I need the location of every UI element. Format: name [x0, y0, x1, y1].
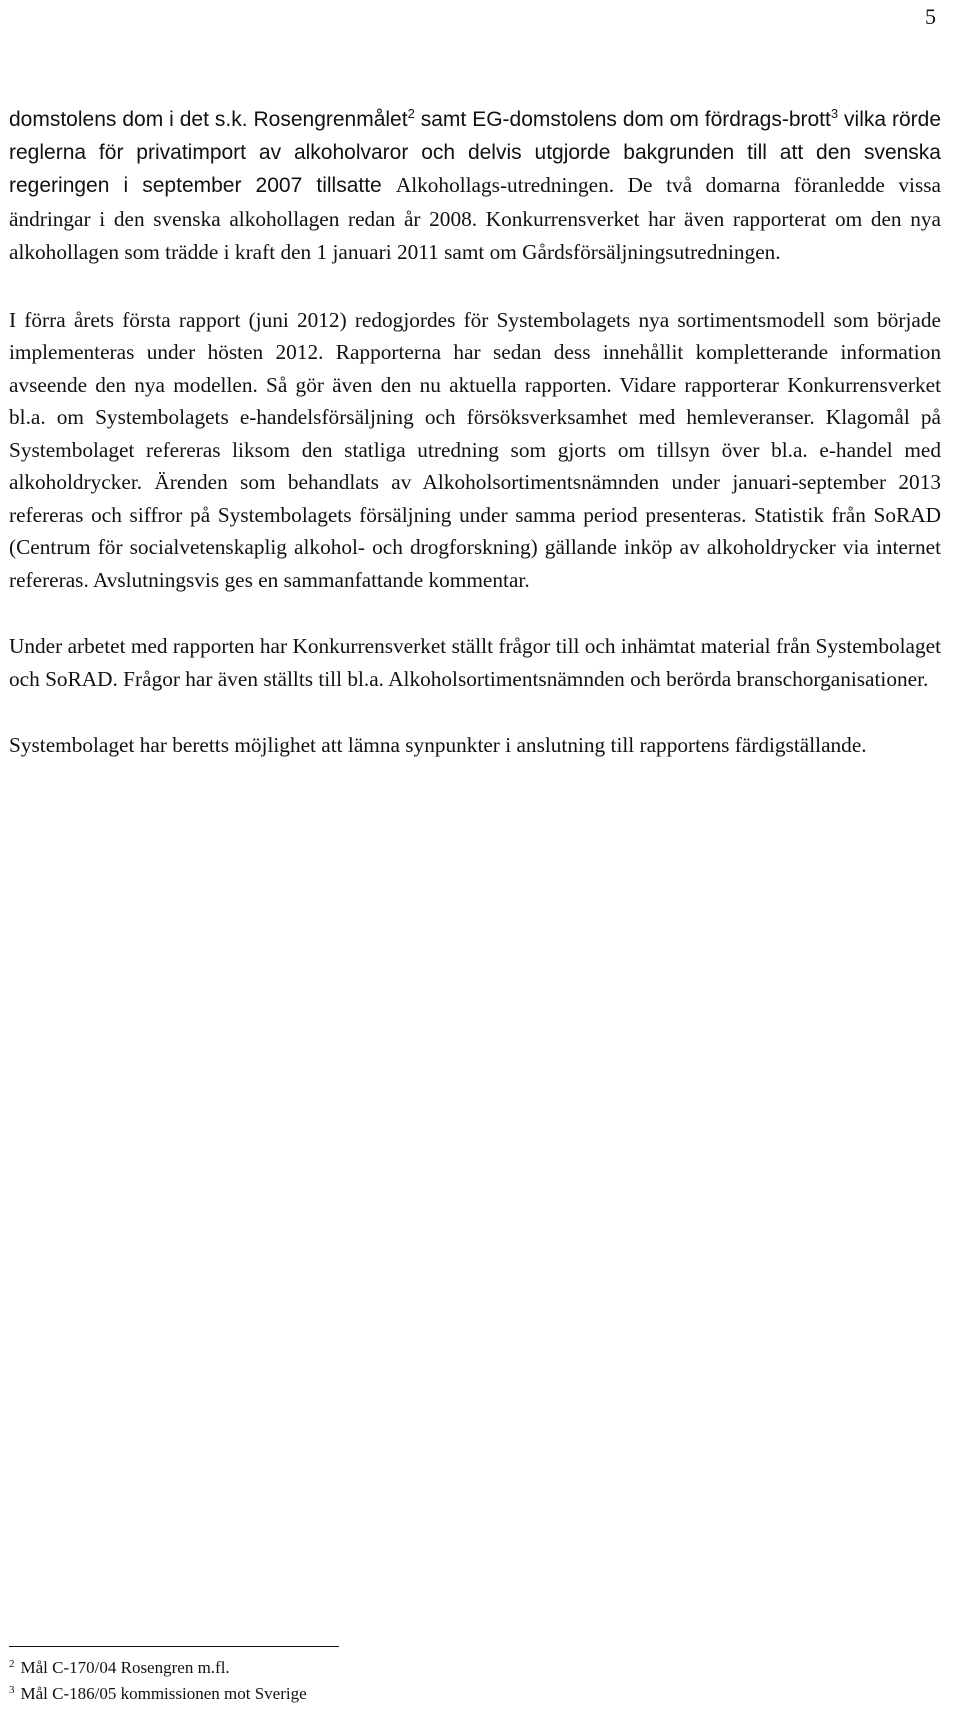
footnote-2 [9, 1655, 307, 1681]
page-number: 5 [925, 4, 936, 29]
footnote-3 [9, 1681, 307, 1707]
footnote-ref-3[interactable]: 3 [830, 106, 839, 121]
paragraph-3: Under arbetet med rapporten har Konkurrensverket ställt frågor till och inhämtat material från Systembolaget och SoRAD. Frågor har även ställts till bl.a. Alkoholsortimentsnämnden och berörda branschorganisationer. [9, 634, 941, 691]
footnotes [9, 1655, 307, 1707]
footnote-text: Mål C-170/04 Rosengren m.fl. [20, 1658, 230, 1677]
paragraph-1-part-a: domstolens dom i det s.k. Rosengrenmålet [9, 108, 408, 131]
paragraph-1-part-c: vilka rörde reglerna för privatimport av alkoholvaror och delvis utgjorde bakgrunden till att den svenska regeringen i september 2007 tillsatte [9, 108, 941, 197]
paragraph-1-part-b: samt EG-domstolens dom om fördrags-brott [414, 108, 831, 131]
footnote-mark: 2 [9, 1658, 15, 1670]
paragraph-4: Systembolaget har beretts möjlighet att lämna synpunkter i anslutning till rapportens färdigställande. [9, 733, 867, 757]
body-text [9, 104, 941, 762]
paragraph-1 [9, 104, 941, 270]
footnote-text: Mål C-186/05 kommissionen mot Sverige [20, 1684, 307, 1703]
footnote-mark: 3 [9, 1684, 15, 1696]
paragraph-2: I förra årets första rapport (juni 2012) redogjordes för Systembolagets nya sortimentsmodell som började implementeras under hösten 2012. Rapporterna har sedan dess innehållit kompletterande information avseende den nya modellen. Så gör även den nu aktuella rapporten. Vidare rapporterar Konkurrensverket bl.a. om Systembolagets e-handelsförsäljning och försöksverksamhet med hemleveranser. Klagomål på Systembolaget refereras liksom den statliga utredning som gjorts om tillsyn över bl.a. e-handel med alkoholdrycker. Ärenden som behandlats av Alkoholsortimentsnämnden under januari-september 2013 refereras och siffror på Systembolagets försäljning under samma period presenteras. Statistik från SoRAD (Centrum för socialvetenskaplig alkohol- och drogforskning) gällande inköp av alkoholdrycker via internet refereras. Avslutningsvis ges en sammanfattande kommentar. [9, 307, 941, 592]
paragraph-1-part-d: Alkohollags-utredningen. De två domarna föranledde vissa ändringar i den svenska alkohollagen redan år 2008. Konkurrensverket har även rapporterat om den nya alkohollagen som trädde i kraft den 1 januari 2011 samt om Gårdsförsäljningsutredningen. [9, 173, 941, 264]
footnote-separator [9, 1646, 339, 1647]
footnote-ref-2[interactable]: 2 [407, 106, 415, 121]
